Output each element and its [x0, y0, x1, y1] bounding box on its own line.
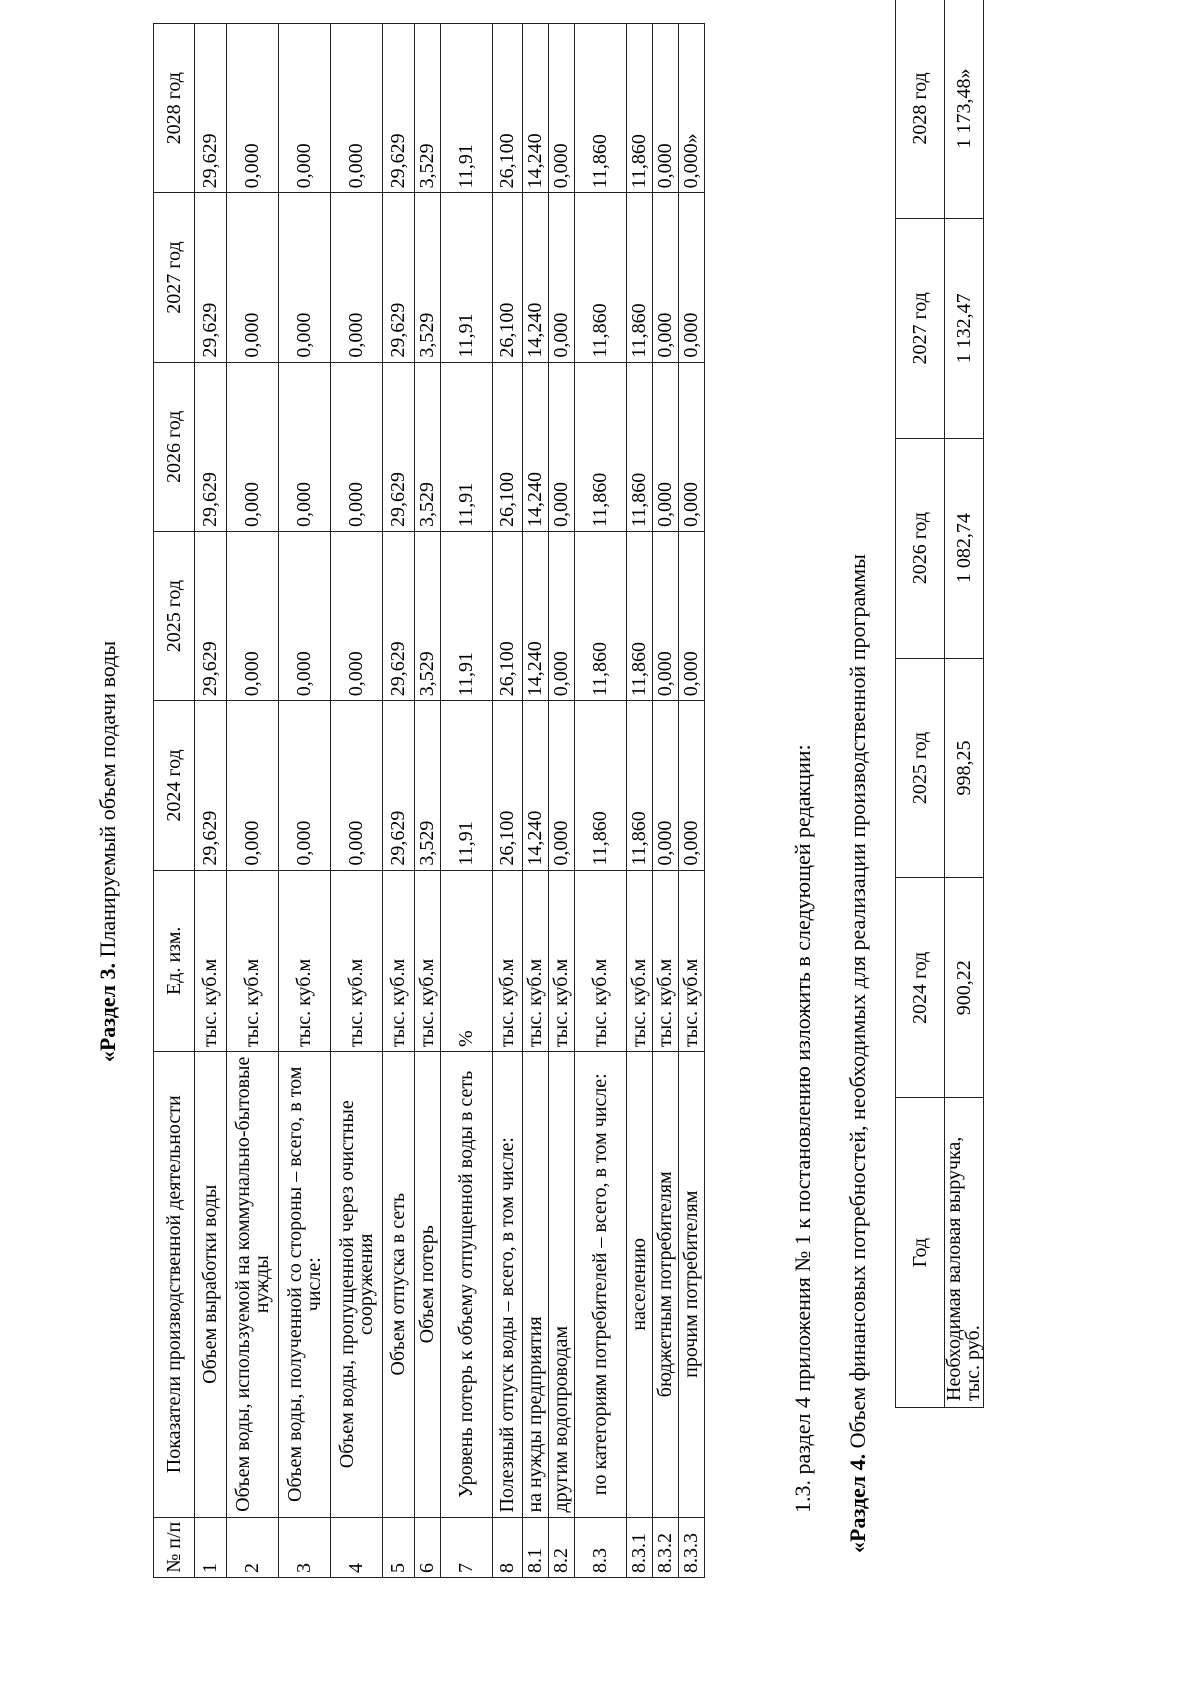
row-unit: тыс. куб.м: [331, 870, 383, 1051]
value-cell: 1 132,47: [945, 218, 984, 438]
value-cell: 11,860: [575, 193, 627, 362]
value-cell: 29,629: [383, 531, 415, 700]
value-cell: 14,240: [523, 193, 549, 362]
row-number: 2: [227, 1517, 279, 1577]
row-indicator: по категориям потребителей – всего, в том числе:: [575, 1051, 627, 1517]
table-row: [493, 24, 523, 1578]
col-header-2027: 2027 год: [896, 218, 945, 438]
value-cell: 900,22: [945, 878, 984, 1098]
value-cell: 11,860: [627, 362, 653, 531]
value-cell: 0,000: [653, 24, 679, 193]
row-unit: тыс. куб.м: [523, 870, 549, 1051]
value-cell: 0,000: [227, 531, 279, 700]
row-number: 8.1: [523, 1517, 549, 1577]
value-cell: 0,000: [279, 24, 331, 193]
row-unit: тыс. куб.м: [627, 870, 653, 1051]
value-cell: 29,629: [195, 362, 227, 531]
value-cell: 0,000: [279, 701, 331, 870]
row-number: 5: [383, 1517, 415, 1577]
value-cell: 0,000: [331, 531, 383, 700]
value-cell: 0,000: [331, 362, 383, 531]
value-cell: 0,000: [331, 24, 383, 193]
row-number: 8: [493, 1517, 523, 1577]
value-cell: 11,860: [627, 531, 653, 700]
value-cell: 0,000: [653, 531, 679, 700]
value-cell: 14,240: [523, 24, 549, 193]
value-cell: 26,100: [493, 362, 523, 531]
value-cell: 14,240: [523, 362, 549, 531]
value-cell: 0,000: [227, 701, 279, 870]
table-row: [549, 24, 575, 1578]
col-header-2026: 2026 год: [154, 362, 195, 531]
value-cell: 0,000: [549, 24, 575, 193]
row-unit: тыс. куб.м: [493, 870, 523, 1051]
table-row: [383, 24, 415, 1578]
table-row: [945, 0, 984, 1408]
value-cell: 0,000: [653, 362, 679, 531]
col-header-2027: 2027 год: [154, 193, 195, 362]
value-cell: 0,000: [549, 362, 575, 531]
row-number: 3: [279, 1517, 331, 1577]
value-cell: 11,860: [627, 701, 653, 870]
value-cell: 3,529: [415, 362, 441, 531]
value-cell: 0,000»: [679, 24, 705, 193]
row-indicator: прочим потребителям: [679, 1051, 705, 1517]
value-cell: 0,000: [679, 193, 705, 362]
row-unit: тыс. куб.м: [279, 870, 331, 1051]
row-indicator: Объем выработки воды: [195, 1051, 227, 1517]
value-cell: 11,860: [627, 193, 653, 362]
row-number: 1: [195, 1517, 227, 1577]
table-row: [331, 24, 383, 1578]
value-cell: 3,529: [415, 193, 441, 362]
row-unit: тыс. куб.м: [415, 870, 441, 1051]
value-cell: 0,000: [227, 362, 279, 531]
row-indicator: Объем воды, пропущенной через очистные сооружения: [331, 1051, 383, 1517]
row-unit: тыс. куб.м: [195, 870, 227, 1051]
table-row: [415, 24, 441, 1578]
col-header-year: Год: [896, 1098, 945, 1408]
amendment-paragraph: 1.3. раздел 4 приложения № 1 к постановлению изложить в следующей редакции:: [790, 744, 815, 1513]
value-cell: 11,860: [575, 362, 627, 531]
value-cell: 14,240: [523, 701, 549, 870]
row-number: 8.3.2: [653, 1517, 679, 1577]
value-cell: 0,000: [679, 701, 705, 870]
row-number: 7: [441, 1517, 493, 1577]
value-cell: 26,100: [493, 193, 523, 362]
value-cell: 0,000: [679, 531, 705, 700]
value-cell: 3,529: [415, 701, 441, 870]
table-row: [653, 24, 679, 1578]
value-cell: 14,240: [523, 531, 549, 700]
row-indicator: Объем отпуска в сеть: [383, 1051, 415, 1517]
col-header-num: № п/п: [154, 1517, 195, 1577]
value-cell: 11,91: [441, 531, 493, 700]
col-header-2024: 2024 год: [896, 878, 945, 1098]
value-cell: 11,860: [627, 24, 653, 193]
row-number: 8.2: [549, 1517, 575, 1577]
row-number: 6: [415, 1517, 441, 1577]
row-number: 8.3.3: [679, 1517, 705, 1577]
value-cell: 0,000: [279, 362, 331, 531]
row-unit: тыс. куб.м: [679, 870, 705, 1051]
row-indicator: на нужды предприятия: [523, 1051, 549, 1517]
row-indicator: бюджетным потребителям: [653, 1051, 679, 1517]
row-indicator: другим водопроводам: [549, 1051, 575, 1517]
section3-header-row: [154, 24, 195, 1578]
value-cell: 26,100: [493, 701, 523, 870]
section3-table: [153, 23, 705, 1578]
value-cell: 26,100: [493, 24, 523, 193]
section3-title: «Раздел 3. Планируемый объем подачи воды: [95, 640, 120, 1063]
value-cell: 11,91: [441, 362, 493, 531]
col-header-2025: 2025 год: [154, 531, 195, 700]
row-number: 8.3: [575, 1517, 627, 1577]
value-cell: 0,000: [549, 531, 575, 700]
value-cell: 0,000: [679, 362, 705, 531]
section3-table-body: [195, 24, 705, 1578]
value-cell: 0,000: [279, 531, 331, 700]
row-number: 4: [331, 1517, 383, 1577]
section4-title: «Раздел 4. Объем финансовых потребностей, необходимых для реализации производственной программы: [845, 554, 870, 1553]
row-unit: тыс. куб.м: [227, 870, 279, 1051]
value-cell: 29,629: [383, 362, 415, 531]
value-cell: 29,629: [383, 24, 415, 193]
row-indicator: Уровень потерь к объему отпущенной воды в сеть: [441, 1051, 493, 1517]
col-header-indicator: Показатели производственной деятельности: [154, 1051, 195, 1517]
value-cell: 29,629: [195, 193, 227, 362]
value-cell: 11,91: [441, 701, 493, 870]
col-header-2028: 2028 год: [896, 0, 945, 218]
row-indicator: Объем воды, используемой на коммунально-бытовые нужды: [227, 1051, 279, 1517]
col-header-2026: 2026 год: [896, 438, 945, 658]
value-cell: 1 173,48»: [945, 0, 984, 218]
value-cell: 3,529: [415, 531, 441, 700]
col-header-2024: 2024 год: [154, 701, 195, 870]
table-row: [679, 24, 705, 1578]
value-cell: 0,000: [549, 193, 575, 362]
row-indicator: населению: [627, 1051, 653, 1517]
value-cell: 0,000: [331, 193, 383, 362]
col-header-2025: 2025 год: [896, 658, 945, 878]
value-cell: 3,529: [415, 24, 441, 193]
value-cell: 0,000: [653, 701, 679, 870]
value-cell: 26,100: [493, 531, 523, 700]
value-cell: 29,629: [195, 24, 227, 193]
col-header-unit: Ед. изм.: [154, 870, 195, 1051]
row-unit: тыс. куб.м: [549, 870, 575, 1051]
value-cell: 0,000: [331, 701, 383, 870]
value-cell: 0,000: [227, 24, 279, 193]
section4-table: [895, 0, 984, 1408]
row-unit: %: [441, 870, 493, 1051]
section4-header-row: [896, 0, 945, 1408]
value-cell: 0,000: [227, 193, 279, 362]
value-cell: 998,25: [945, 658, 984, 878]
row-indicator: Объем воды, полученной со стороны – всего, в том числе:: [279, 1051, 331, 1517]
row-number: 8.3.1: [627, 1517, 653, 1577]
value-cell: 29,629: [383, 193, 415, 362]
table-row: [523, 24, 549, 1578]
value-cell: 11,860: [575, 531, 627, 700]
row-indicator: Объем потерь: [415, 1051, 441, 1517]
value-cell: 0,000: [279, 193, 331, 362]
row-unit: тыс. куб.м: [383, 870, 415, 1051]
table-row: [441, 24, 493, 1578]
value-cell: 29,629: [195, 701, 227, 870]
row-indicator: Полезный отпуск воды – всего, в том числе:: [493, 1051, 523, 1517]
row-label: Необходимая валовая выручка, тыс. руб.: [945, 1098, 984, 1408]
value-cell: 11,91: [441, 24, 493, 193]
value-cell: 11,860: [575, 24, 627, 193]
col-header-2028: 2028 год: [154, 24, 195, 193]
value-cell: 29,629: [383, 701, 415, 870]
table-row: [627, 24, 653, 1578]
value-cell: 11,860: [575, 701, 627, 870]
table-row: [575, 24, 627, 1578]
value-cell: 1 082,74: [945, 438, 984, 658]
value-cell: 0,000: [549, 701, 575, 870]
value-cell: 11,91: [441, 193, 493, 362]
table-row: [227, 24, 279, 1578]
row-unit: тыс. куб.м: [653, 870, 679, 1051]
value-cell: 29,629: [195, 531, 227, 700]
table-row: [195, 24, 227, 1578]
table-row: [279, 24, 331, 1578]
value-cell: 0,000: [653, 193, 679, 362]
row-unit: тыс. куб.м: [575, 870, 627, 1051]
